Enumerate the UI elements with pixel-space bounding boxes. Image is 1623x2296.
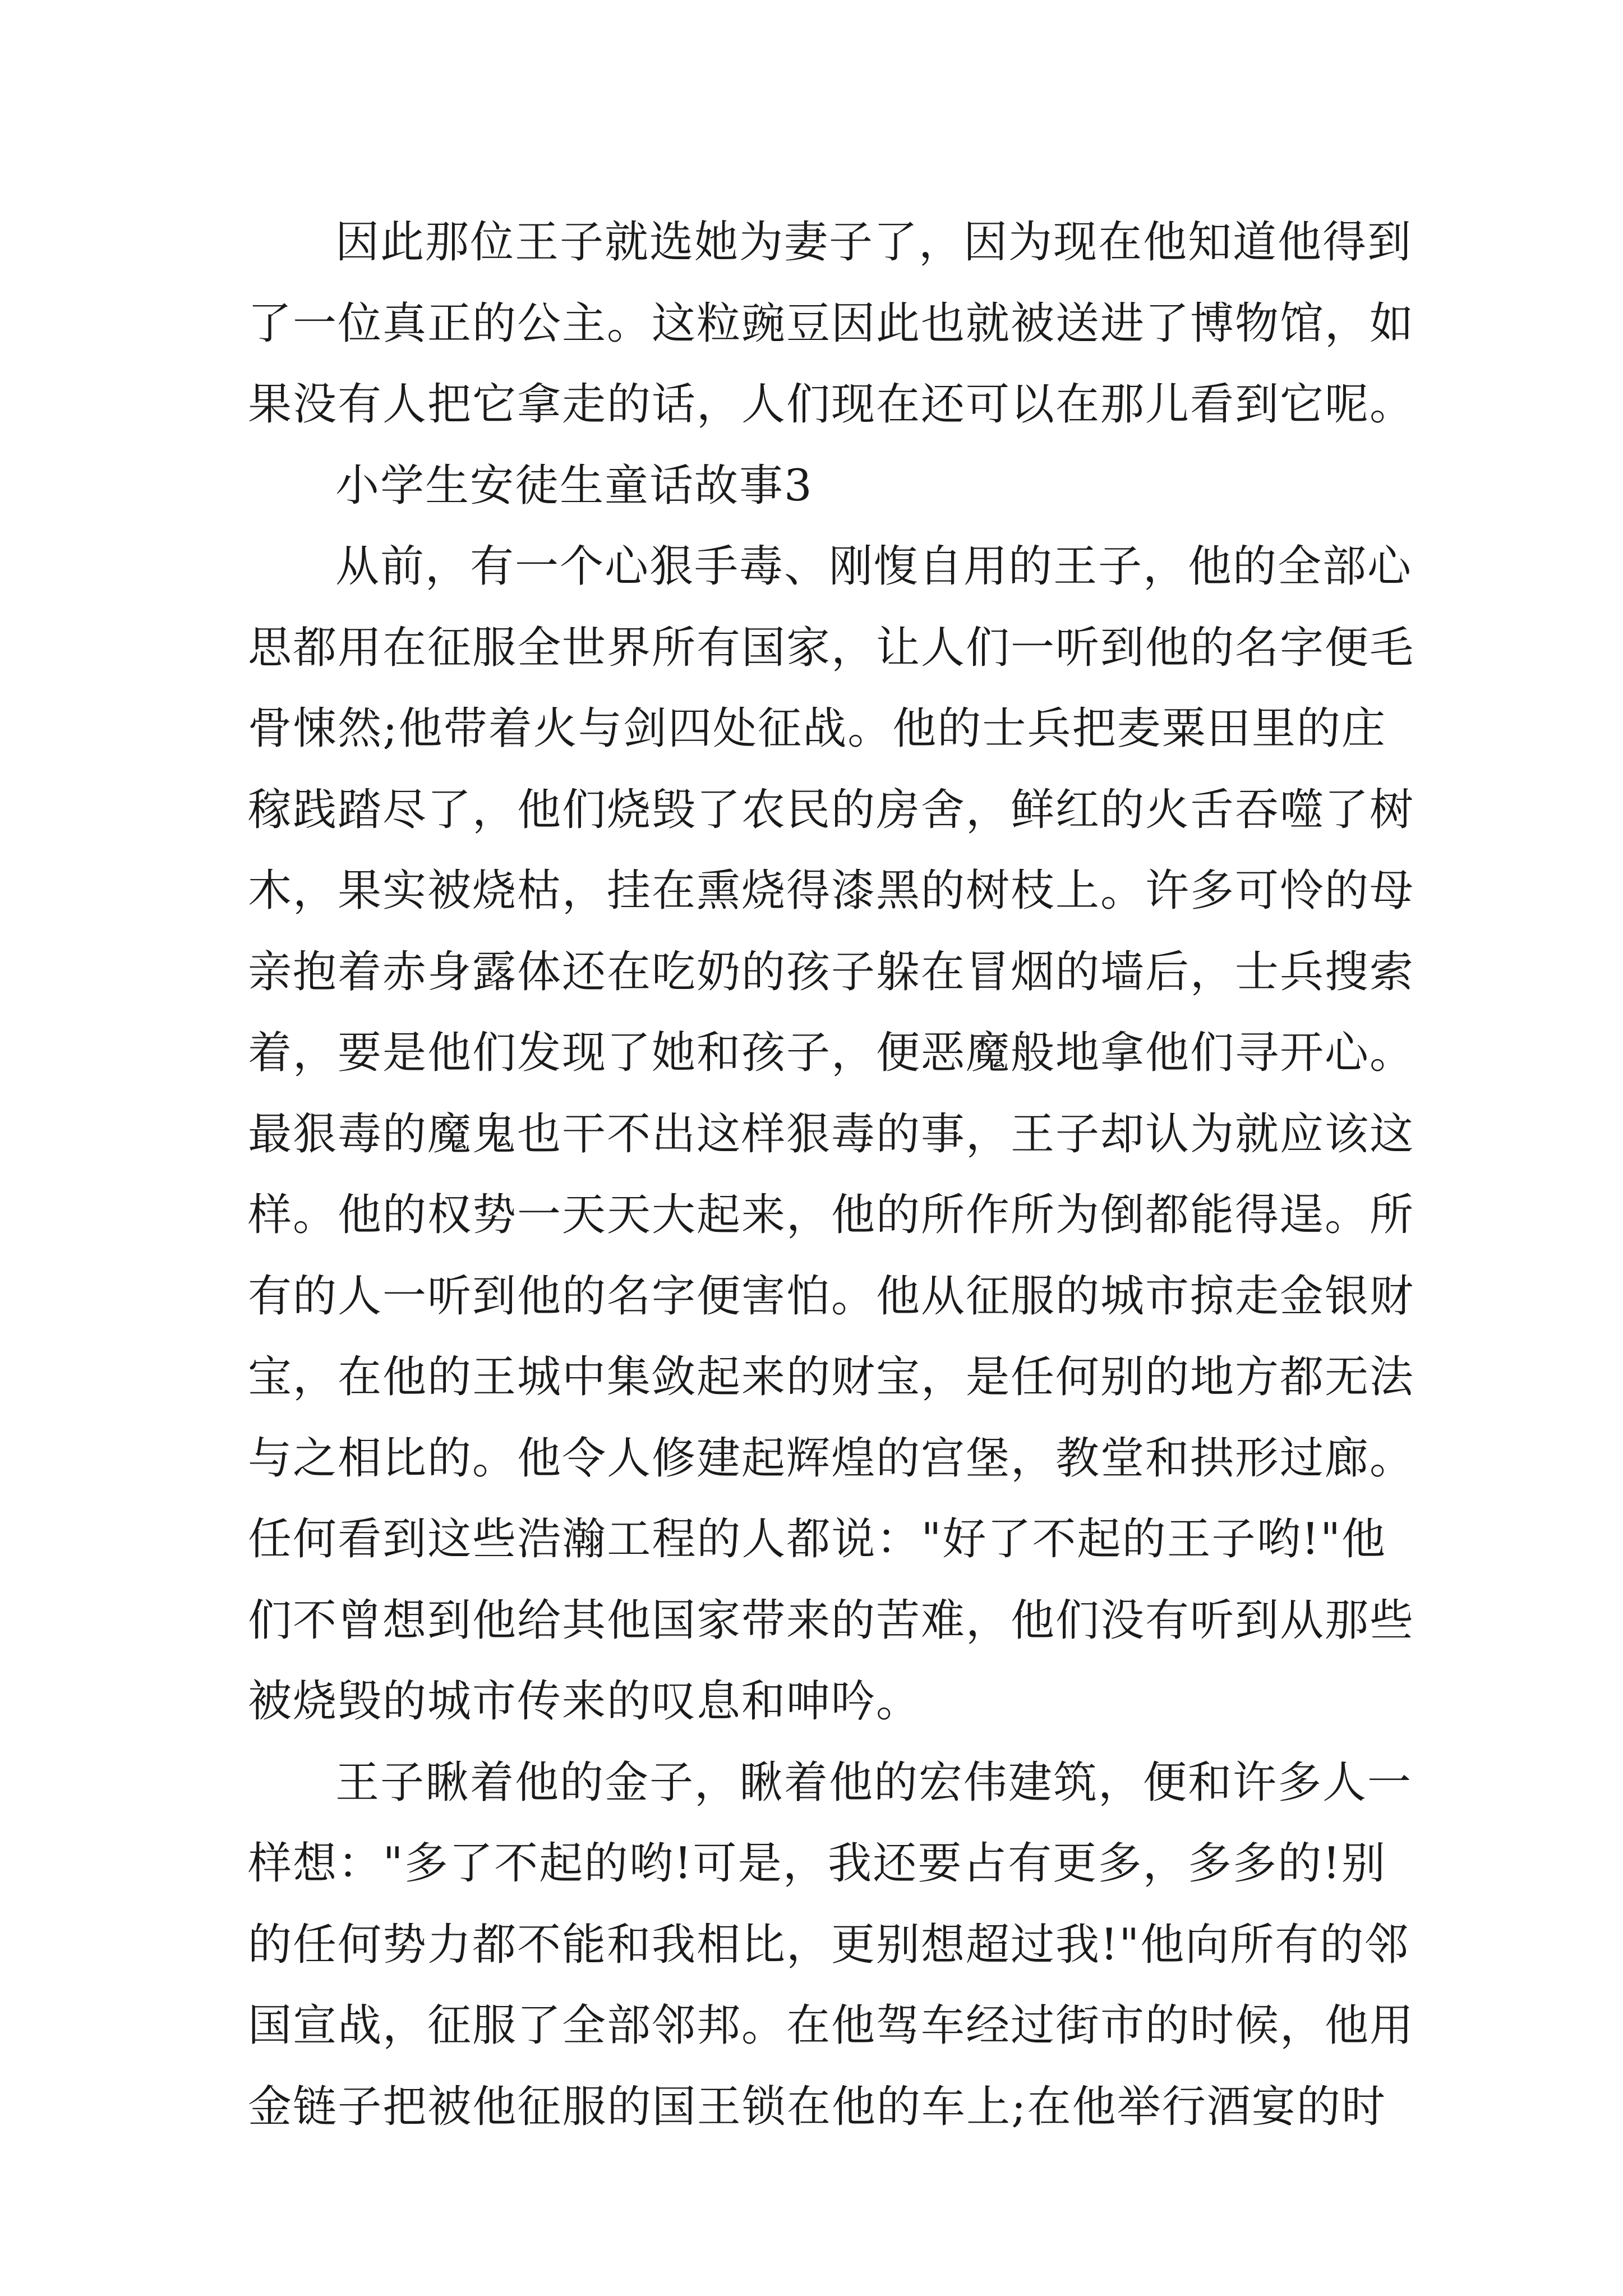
text-line: 亲抱着赤身露体还在吃奶的孩子躲在冒烟的墙后，士兵搜索	[248, 946, 1415, 997]
text-line: 木，果实被烧枯，挂在熏烧得漆黑的树枝上。许多可怜的母	[248, 866, 1415, 916]
text-line: 金链子把被他征服的国王锁在他的车上;在他举行酒宴的时	[248, 2081, 1386, 2132]
text-line: 王子瞅着他的金子，瞅着他的宏伟建筑，便和许多人一	[335, 1757, 1413, 1808]
text-line: 的任何势力都不能和我相比，更别想超过我!"他向所有的邻	[248, 1919, 1410, 1970]
text-line: 了一位真正的公主。这粒豌豆因此也就被送进了博物馆，如	[248, 298, 1415, 349]
text-line: 稼践踏尽了，他们烧毁了农民的房舍，鲜红的火舌吞噬了树	[248, 784, 1415, 835]
text-line: 样。他的权势一天天大起来，他的所作所为倒都能得逞。所	[248, 1190, 1415, 1240]
text-line: 任何看到这些浩瀚工程的人都说："好了不起的王子哟!"他	[248, 1514, 1386, 1565]
text-line: 被烧毁的城市传来的叹息和呻吟。	[248, 1676, 921, 1727]
text-line: 有的人一听到他的名字便害怕。他从征服的城市掠走金银财	[248, 1271, 1415, 1322]
text-line: 们不曾想到他给其他国家带来的苦难，他们没有听到从那些	[248, 1595, 1415, 1646]
text-line: 与之相比的。他令人修建起辉煌的宫堡，教堂和拱形过廊。	[248, 1433, 1415, 1484]
document-body	[248, 202, 1415, 2147]
text-line: 着，要是他们发现了她和孩子，便恶魔般地拿他们寻开心。	[248, 1028, 1415, 1078]
text-line: 国宣战，征服了全部邻邦。在他驾车经过街市的时候，他用	[248, 2000, 1415, 2051]
text-line: 最狠毒的魔鬼也干不出这样狠毒的事，王子却认为就应该这	[248, 1108, 1415, 1159]
section-heading	[248, 445, 1386, 527]
paragraph-3	[248, 1742, 1415, 2148]
text-line: 宝，在他的王城中集敛起来的财宝，是任何别的地方都无法	[248, 1352, 1415, 1402]
text-line: 从前，有一个心狠手毒、刚愎自用的王子，他的全部心	[335, 541, 1413, 592]
story-title: 小学生安徒生童话故事3	[335, 460, 813, 511]
text-line: 思都用在征服全世界所有国家，让人们一听到他的名字便毛	[248, 622, 1415, 673]
text-line: 果没有人把它拿走的话，人们现在还可以在那儿看到它呢。	[248, 379, 1415, 430]
paragraph-2	[248, 526, 1415, 1742]
paragraph-1	[248, 202, 1415, 445]
text-line: 因此那位王子就选她为妻子了，因为现在他知道他得到	[335, 217, 1413, 268]
text-line: 骨悚然;他带着火与剑四处征战。他的士兵把麦粟田里的庄	[248, 703, 1386, 754]
text-line: 样想："多了不起的哟!可是，我还要占有更多，多多的!别	[248, 1838, 1386, 1889]
